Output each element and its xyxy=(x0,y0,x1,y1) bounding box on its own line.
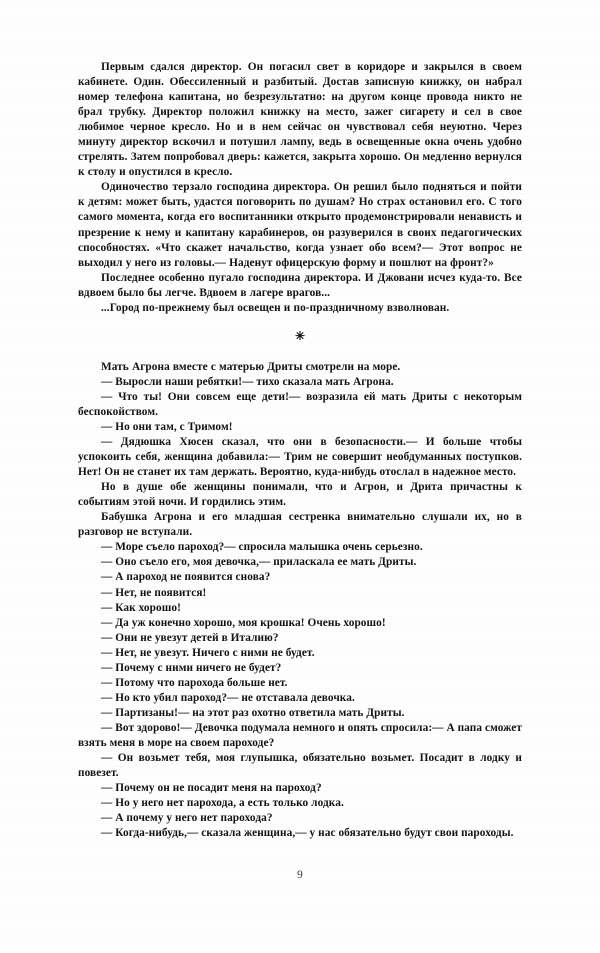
section-separator xyxy=(78,316,522,360)
dialogue-line-22: — Когда-нибудь,— сказала женщина,— у нас обязательно будут свои пароходы. xyxy=(101,827,514,840)
dialogue-line-14: — Потому что парохода больше нет. xyxy=(101,676,288,689)
paragraph-6: Но в душе обе женщины понимали, что и Агрон, и Дрита причастны к событиям этой ночи. И гордились этим. xyxy=(78,481,522,509)
dialogue-line-13: — Почему с ними ничего не будет? xyxy=(101,661,282,674)
paragraph-4: ...Город по-прежнему был освещен и по-праздничному взволнован. xyxy=(101,301,450,314)
text-column xyxy=(78,60,522,841)
paragraph-2: Одиночество терзало господина директора. Он решил было подняться и пойти к детям: может быть, удастся поговорить по душам? Но страх остановил его. С того самого момента, когда его воспитанники открыто продемонстрировали ненависть и презрение к нему и капитану карабинеров, он разуверился в своих педагогических способностях. «Что скажет начальство, когда узнает обо всем?— Этот вопрос не выходил у него из головы.— Наденут офицерскую форму и пошлют на фронт?» xyxy=(78,181,522,269)
page-number: 9 xyxy=(296,869,304,881)
paragraph-1: Первым сдался директор. Он погасил свет в коридоре и закрылся в своем кабинете. Один. Обессиленный и разбитый. Достав записную книжку, он набрал номер телефона капитана, но безрезультатно: на другом конце провода никто не брал трубку. Директор положил книжку на место, зажег сигарету и сел в свое любимое черное кресло. Но и в нем сейчас он чувствовал себя неуютно. Через минуту директор вскочил и потушил лампу, ведь в освещенные окна очень удобно стрелять. Затем попробовал дверь: кажется, закрыта хорошо. Он медленно вернулся к столу и опустился в кресло. xyxy=(78,61,522,179)
dialogue-line-1: — Выросли наши ребятки!— тихо сказала мать Агрона. xyxy=(101,375,394,388)
paragraph-3: Последнее особенно пугало господина директора. И Джовани исчез куда-то. Все вдвоем было бы легче. Вдвоем в лагере врагов... xyxy=(78,271,522,299)
dialogue-line-15: — Но кто убил пароход?— не отставала девочка. xyxy=(101,691,355,704)
asterisk-icon: ✳ xyxy=(294,328,306,343)
dialogue-line-7: — А пароход не появится снова? xyxy=(101,571,271,584)
dialogue-line-5: — Море съело пароход?— спросила малышка очень серьезно. xyxy=(101,541,423,554)
dialogue-line-16: — Партизаны!— на этот раз охотно ответила мать Дриты. xyxy=(101,706,405,719)
dialogue-line-9: — Как хорошо! xyxy=(101,601,181,614)
dialogue-line-6: — Оно съело его, моя девочка,— приласкала ее мать Дриты. xyxy=(101,556,417,569)
dialogue-line-11: — Они не увезут детей в Италию? xyxy=(101,631,279,644)
dialogue-line-2: — Что ты! Они совсем еще дети!— возразила ей мать Дриты с некоторым беспокойством. xyxy=(78,390,522,418)
dialogue-line-17: — Вот здорово!— Девочка подумала немного и опять спросила:— А папа сможет взять меня в море на своем пароходе? xyxy=(78,721,522,749)
dialogue-line-21: — А почему у него нет парохода? xyxy=(101,812,273,825)
dialogue-line-4: — Дядюшка Хюсен сказал, что они в безопасности.— И больше чтобы успокоить себя, женщина добавила:— Трим не совершит необдуманных поступков. Нет! Он не станет их там держать. Вероятно, куда-нибудь отослал в надежное место. xyxy=(78,436,522,479)
dialogue-line-19: — Почему он не посадит меня на пароход? xyxy=(101,782,322,795)
dialogue-line-10: — Да уж конечно хорошо, моя крошка! Очень хорошо! xyxy=(101,616,386,629)
dialogue-line-8: — Нет, не появится! xyxy=(101,586,207,599)
paragraph-7: Бабушка Агрона и его младшая сестренка внимательно слушали их, но в разговор не вступали. xyxy=(78,511,522,539)
dialogue-line-20: — Но у него нет парохода, а есть только лодка. xyxy=(101,797,344,810)
dialogue-line-3: — Но они там, с Тримом! xyxy=(101,420,233,433)
dialogue-line-12: — Нет, не увезут. Ничего с ними не будет. xyxy=(101,646,315,659)
dialogue-line-18: — Он возьмет тебя, моя глупышка, обязательно возьмет. Посадит в лодку и повезет. xyxy=(78,752,522,780)
paragraph-5: Мать Агрона вместе с матерью Дриты смотрели на море. xyxy=(101,360,401,373)
